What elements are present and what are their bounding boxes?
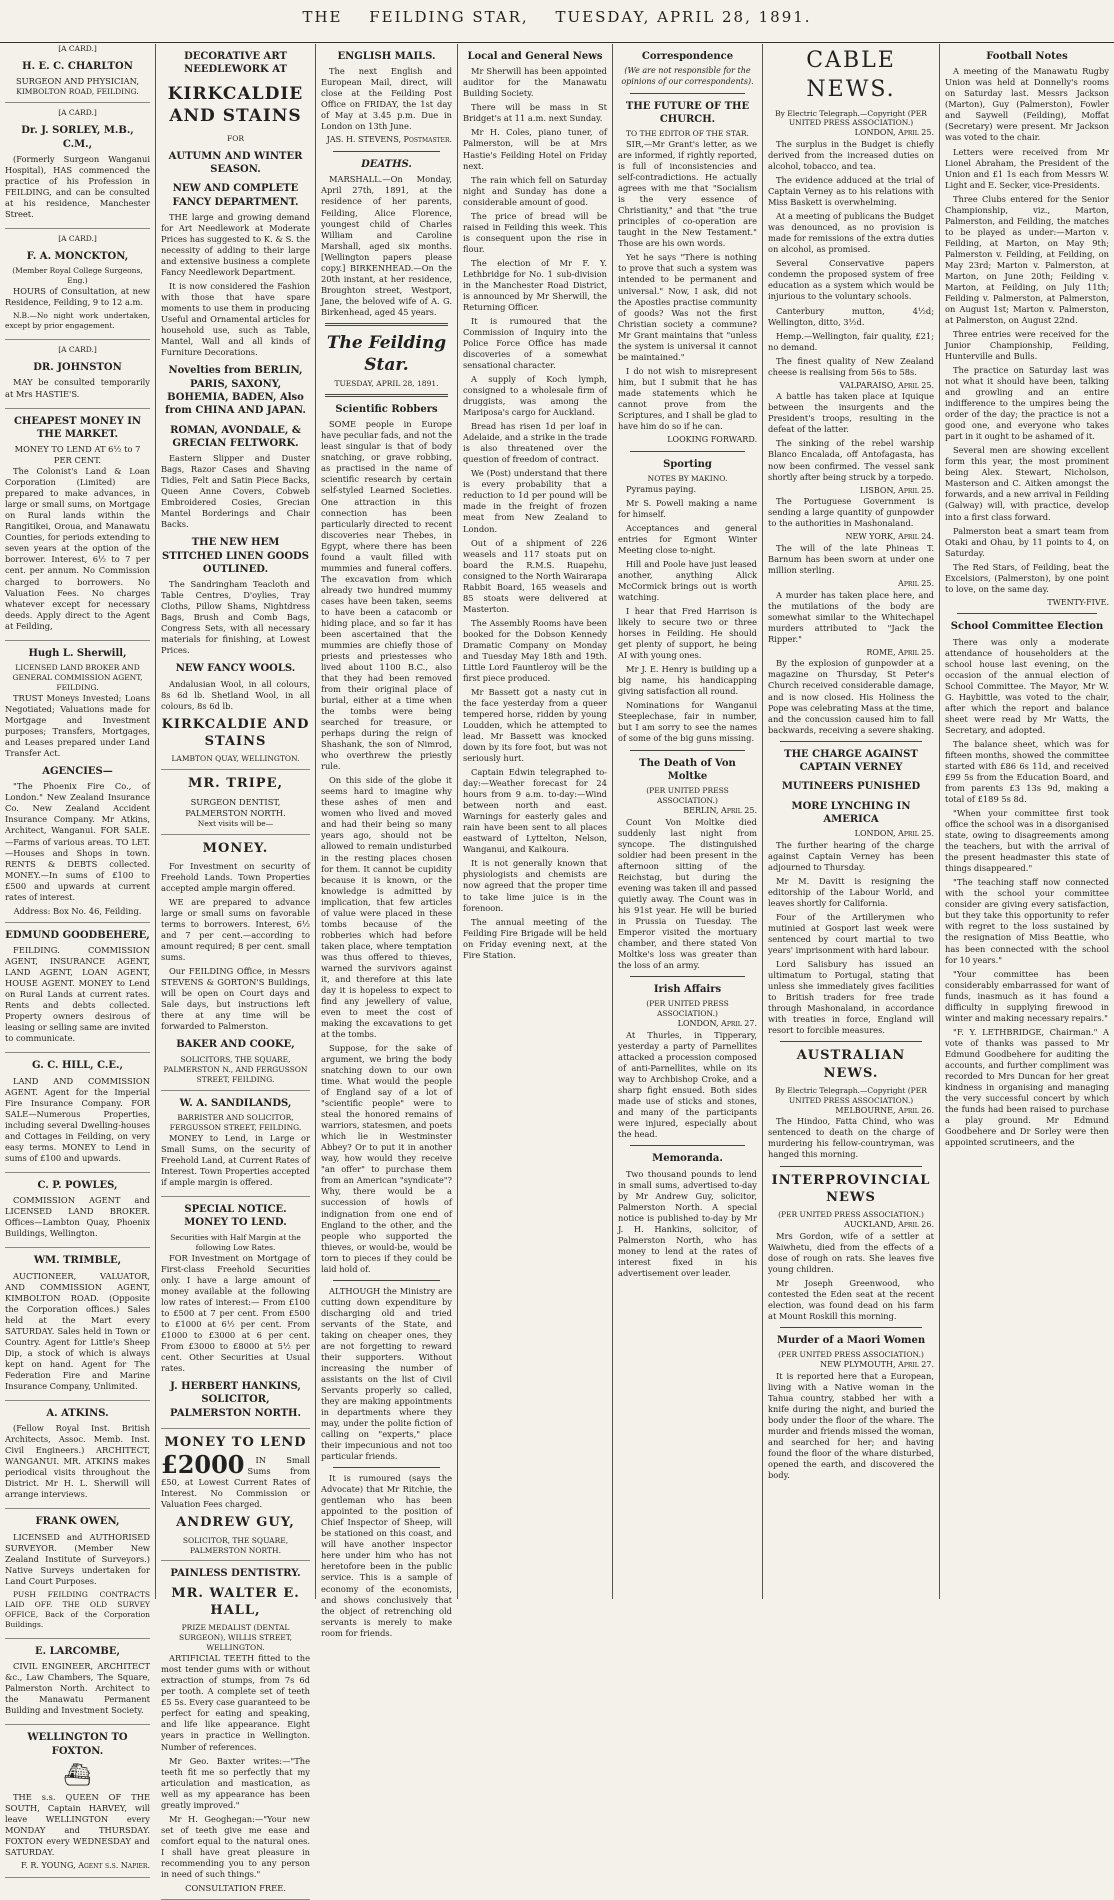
ad-tripe-dentist bbox=[161, 775, 310, 834]
section-heading: Local and General News bbox=[467, 51, 603, 62]
news-item: Mr Joseph Greenwood, who contested the Eden seat at the recent election, was found dead on his farm at Mount Roskill this morning. bbox=[768, 1277, 934, 1321]
dateline: LONDON, April 27. bbox=[677, 1019, 757, 1029]
ad-hem-stitched: THE NEW HEM STITCHED LINEN GOODS OUTLINED. bbox=[162, 537, 309, 575]
section-heading: THE CHARGE AGAINST CAPTAIN VERNEY bbox=[784, 748, 918, 773]
ad-footer: CONSULTATION FREE. bbox=[185, 1882, 286, 1893]
section-heading: Sporting bbox=[663, 458, 712, 470]
news-item: Mrs Gordon, wife of a settler at Waiwhetu, died from the effects of a dose of rough on rats. She leaves five young children. bbox=[768, 1230, 934, 1274]
news-item: A murder has taken place here, and the mutilations of the body are somewhat similar to the Whitechapel murders attributed to "Jack the Ripper." bbox=[768, 589, 934, 644]
article-paragraph: ALTHOUGH the Ministry are cutting down expenditure by discharging old and tried servants of the State, and taking on cheaper ones, they are not forgetting to reward their supporters. Without increasing the number of assistants on the list of Civil Servants properly so called, they are making appointments in departments where they may, under the polite fiction of calling on "experts," place their impecunious and not too particular friends. bbox=[321, 1285, 452, 1462]
ad-charlton bbox=[5, 44, 150, 103]
dateline: VALPARAISO, April 25. bbox=[839, 380, 934, 390]
masthead-title: FEILDING STAR, bbox=[369, 8, 529, 26]
ad-atkins bbox=[5, 1407, 150, 1510]
ad-name: BAKER AND COOKE, bbox=[176, 1039, 295, 1051]
ad-powles bbox=[5, 1179, 150, 1248]
column-signature: TWENTY-FIVE. bbox=[1047, 597, 1109, 607]
ad-goodbehere bbox=[5, 929, 150, 1054]
column-2-advertisements bbox=[155, 44, 315, 1893]
news-item: Three entries were received for the Junior Championship, Feilding, Hunterville and Bulls. bbox=[945, 329, 1109, 362]
dateline: LONDON, April 25. bbox=[854, 128, 934, 138]
column-4-local-news bbox=[457, 44, 612, 1599]
news-item: "F. Y. LETHBRIDGE, Chairman." A vote of thanks was passed to Mr Edmund Goodbehere for auditing the accounts, and further compliment was recorded to Mrs Duncan for her great kindness in organising and managing the very successful concert by which the funds had been raised to purchase a play ground. Mr Edmund Goodbehere and Dr Sorley were then appointed scrutineers, and the bbox=[945, 1026, 1109, 1148]
news-item: "The teaching staff now connected with the school your committee consider are giving every satisfaction, but they take this opportunity to refer with regret to the loss sustained by the resignation of Miss Beattie, who has been connected with the school for 10 years." bbox=[945, 877, 1109, 965]
dateline: MELBOURNE, April 26. bbox=[835, 1105, 934, 1115]
article-paragraph: It is rumoured (says the Advocate) that Mr Ritchie, the gentleman who has been appointed to the position of Chief Inspector of Sheep, will be stationed on this coast, and will have another inspector here under him who has not heretofore been in the public service. This is a sample of economy of the economists, and shows conclusively that the object of retrenching old servants is merely to make room for friends. bbox=[321, 1473, 452, 1638]
news-item: Palmerston beat a smart team from Otaki and Ohau, by 11 points to 4, on Saturday. bbox=[945, 525, 1109, 558]
news-item: The price of bread will be raised in Feilding this week. This is consequent upon the rise in flour. bbox=[463, 210, 607, 254]
ad-name: MR. TRIPE, bbox=[187, 776, 283, 792]
ad-body: AUCTIONEER, VALUATOR, AND COMMISSION AGENT, KIMBOLTON ROAD. (Opposite the Corporation offices.) Sales held at the Mart every SATURDAY. Sales held in Town or Country. Agent for Little's Sheep Dip, a stock of which is always kept on hand. Agent for The Federation Fire and Marine Insurance Company, Unlimited. bbox=[5, 1270, 150, 1391]
ad-name: DR. JOHNSTON bbox=[33, 362, 122, 374]
news-item: It is rumoured that the Commission of Inquiry into the Police Force Office has made discoveries of a somewhat sensational character. bbox=[463, 315, 607, 371]
news-item: Mr H. Coles, piano tuner, of Palmerston, will be at Mrs Hastie's Feilding Hotel on Friday next. bbox=[463, 127, 607, 171]
letter-paragraph: SIR,—Mr Grant's letter, as we are informed, if rightly reported, is full of inconsistencies and self-contradictions. He actually agrees with me that "Socialism is the very essence of Christianity," and that "the true principles of co-operation are taught in the New Testament." Those are his own words. bbox=[618, 139, 757, 249]
letter-signature: LOOKING FORWARD. bbox=[667, 434, 757, 444]
ad-wools: NEW FANCY WOOLS. bbox=[175, 663, 296, 675]
news-item: The Portuguese Government is sending a large quantity of gunpowder to the authorities in Mashonaland. bbox=[768, 496, 934, 529]
divider bbox=[630, 1145, 745, 1146]
ad-body: TRUST Moneys Invested; Loans Negotiated; Valuations made for Mortgage and Investment purposes; Transfers, Mortgages, and Leases prepared under Land Transfer Act. bbox=[5, 692, 150, 759]
column-3-editorial bbox=[315, 44, 457, 1638]
news-item: The sinking of the rebel warship Blanco Encalada, off Antofagasta, has now been confirmed. The vessel sank shortly after being struck by a torpedo. bbox=[768, 438, 934, 482]
news-item: It is reported here that a European, living with a Native woman in the Tahua country, stabbed her with a knife during the night, and buried the body under the floor of the whare. The murder and friends missed the woman, and searched for her; and having found the floor of the whare disturbed, opened the earth, and discovered the body. bbox=[768, 1370, 934, 1481]
dateline: LISBON, April 25. bbox=[859, 485, 934, 495]
ad-name: E. LARCOMBE, bbox=[35, 1645, 120, 1657]
ad-body: CIVIL ENGINEER, ARCHITECT &c., Law Chambers, The Square, Palmerston North. Architect to the Manawatu Permanent Building and Investment Society. bbox=[5, 1661, 150, 1716]
ad-heading: PAINLESS DENTISTRY. bbox=[170, 1568, 301, 1580]
divider bbox=[325, 323, 448, 326]
section-heading: Irish Affairs bbox=[653, 984, 722, 996]
column-5-correspondence bbox=[612, 44, 762, 1599]
masthead bbox=[0, 8, 1114, 43]
notice-paragraph: The next English and European Mail, direct, will close at the Feilding Post Office on FRIDAY, the 1st day of May at 3.45 p.m. Due in London on 13th June. bbox=[321, 66, 452, 132]
ad-hill bbox=[5, 1059, 150, 1173]
ad-paragraph: It is now considered the Fashion with those that have spare moments to use them in producing Useful and Ornamental articles for household use, such as Table, Mantel, Wall and all kinds of Furniture Decorations. bbox=[161, 281, 310, 358]
ad-hankins bbox=[161, 1203, 310, 1429]
ad-title: SURGEON AND PHYSICIAN, bbox=[15, 76, 140, 87]
ad-cheapest-money bbox=[5, 415, 150, 641]
news-item: Pyramus paying. bbox=[626, 483, 697, 494]
news-item: A meeting of the Manawatu Rugby Union was held at Donnelly's rooms on Saturday last. Messrs Jackson (Marton), Guy (Palmerston), Fowler and Saywell (Feilding), Moffat (Secretary) were present. Mr Jackson was voted to the chair. bbox=[945, 66, 1109, 143]
ad-paragraph: Andalusian Wool, in all colours, 8s 6d lb. Shetland Wool, in all colours, 8s 6d lb. bbox=[161, 678, 310, 711]
section-heading: Murder of a Maori Women bbox=[776, 1334, 926, 1346]
section-heading: MORE LYNCHING IN AMERICA bbox=[791, 800, 911, 825]
ad-feltwork: ROMAN, AVONDALE, & GRECIAN FELTWORK. bbox=[170, 424, 301, 449]
ad-body: LAND AND COMMISSION AGENT. Agent for the Imperial Fire Insurance Company. FOR SALE—Numerous Properties, including several Dwelling-houses and Cottages in Feilding, on very easy terms. MONEY to Lend in sums of £100 and upwards. bbox=[5, 1075, 150, 1163]
news-item: We (Post) understand that there is every probability that a reduction to 1d per pound will be made in the freight of frozen meat from New Zealand to London. bbox=[463, 468, 607, 534]
news-item: The Red Stars, of Feilding, beat the Excelsiors, (Palmerston), by one point to love, on the same day. bbox=[945, 561, 1109, 594]
ad-for: FOR bbox=[227, 133, 244, 143]
divider bbox=[333, 151, 440, 152]
divider bbox=[333, 1467, 440, 1468]
ad-paragraph: The Sandringham Teacloth and Table Centres, D'oylies, Tray Cloths, Pillow Shams, Nightdress Bags, Brush and Comb Bags, Congress Sets, with all necessary materials for finishing, at Lowest Prices. bbox=[161, 579, 310, 656]
ad-address: SOLICITORS, THE SQUARE, PALMERSTON N., AND FERGUSSON STREET, FEILDING. bbox=[163, 1054, 308, 1084]
ad-kirkcaldie-stains bbox=[161, 50, 310, 770]
ad-paragraph: IN Small Sums from £50, at Lowest Current Rates of Interest. No Commission or Valuation Fees charged. bbox=[161, 1455, 310, 1510]
section-heading: MUTINEERS PUNISHED bbox=[781, 781, 921, 793]
divider bbox=[630, 451, 745, 452]
ad-heading: MONEY TO LEND bbox=[164, 1434, 307, 1450]
ad-heading: MONEY. bbox=[202, 840, 269, 856]
ad-heading: DECORATIVE ART NEEDLEWORK AT bbox=[184, 51, 287, 76]
ad-body: MAY be consulted temporarily at Mrs HASTIE'S. bbox=[5, 377, 150, 399]
dateline: NEW PLYMOUTH, April 27. bbox=[820, 1360, 934, 1370]
divider bbox=[325, 394, 448, 397]
section-heading: Correspondence bbox=[641, 51, 734, 62]
ad-name: ANDREW GUY, bbox=[176, 1515, 295, 1531]
news-item: The further hearing of the charge against Captain Verney has been adjourned to Thursday. bbox=[768, 839, 934, 872]
news-item: Captain Edwin telegraphed to-day:—Weather forecast for 24 hours from 9 a.m. to-day:—Wind between north and east. Warnings for easterly gales and rain have been sent to all places eastward of Lyttelton, Nelson, Wanganui, and Kaikoura. bbox=[463, 767, 607, 855]
ad-name: WM. TRIMBLE, bbox=[33, 1255, 122, 1267]
dateline: LONDON, April 25. bbox=[854, 829, 934, 839]
news-item: At a meeting of publicans the Budget was denounced, as no provision is made for remissions of the extra duties on alcohol, as promised. bbox=[768, 211, 934, 255]
divider bbox=[780, 1166, 922, 1167]
section-heading: ENGLISH MAILS. bbox=[337, 51, 436, 62]
ad-body: The Colonist's Land & Loan Corporation (Limited) are prepared to make advances, in large or small sums, on Mortgage on Rural lands within the Rangitikei, Oroua, and Manawatu Counties, for periods extending to seven years at the option of the borrower. Interest, 6½ to 7 per cent. per annum. No Commission charged to borrowers. No Valuation Fees. No charges whatever except for necessary deeds. Apply direct to the Agent at Feilding, bbox=[5, 466, 150, 631]
section-heading: The Death of Von Moltke bbox=[639, 757, 736, 782]
section-heading: Memoranda. bbox=[652, 1153, 723, 1165]
ad-amount: £2000 bbox=[161, 1450, 245, 1480]
ad-name: Hugh L. Sherwill, bbox=[28, 647, 127, 659]
news-item: The evidence adduced at the trial of Captain Verney as to his relations with Miss Baskett is overwhelming. bbox=[768, 175, 934, 208]
ad-name: W. A. SANDILANDS, bbox=[179, 1097, 292, 1109]
ad-owen bbox=[5, 1515, 150, 1638]
ad-subtitle: (Member Royal College Surgeons, Eng.) bbox=[12, 266, 143, 286]
ad-paragraph: WE are prepared to advance large or small sums on favorable terms to borrowers. Interest, 6½ and 7 per cent.—according to amount required; 8 per cent. small sums. bbox=[161, 897, 310, 963]
ad-name: Dr. J. SORLEY, M.B., C.M., bbox=[21, 125, 134, 150]
dateline: April 25. bbox=[898, 579, 934, 588]
divider bbox=[333, 1280, 440, 1281]
ad-sherwill bbox=[5, 647, 150, 923]
news-item: Mr S. Powell making a name for himself. bbox=[618, 497, 757, 519]
news-item: At Thurles, in Tipperary, yesterday a party of Parnellites attacked a procession composed of anti-Parnellites, while on its way to Archbishop Croke, and a sharp fight ensued. Both sides made use of sticks and stones, and many of the participants were injured, especially about the head. bbox=[618, 1029, 757, 1140]
ad-season: AUTUMN AND WINTER SEASON. bbox=[168, 150, 303, 176]
ad-testimonial: Mr H. Geoghegan:—"Your new set of teeth give me ease and comfort equal to the natural ones. I shall have great pleasure in recommending you to any person in need of such things." bbox=[161, 1813, 310, 1879]
ad-name: F. A. MONCKTON, bbox=[26, 250, 129, 262]
edition-date: TUESDAY, APRIL 28, 1891. bbox=[334, 379, 439, 389]
ad-signature: J. HERBERT HANKINS, SOLICITOR, PALMERSTON NORTH. bbox=[170, 1380, 301, 1419]
divider bbox=[780, 1327, 922, 1328]
ad-body: COMMISSION AGENT and LICENSED LAND BROKER. Offices—Lambton Quay, Phoenix Buildings, Wellington. bbox=[5, 1195, 150, 1239]
ad-paragraph: ARTIFICIAL TEETH fitted to the most tender gums with or without extraction of stumps, from 7s 6d per tooth. A complete set of teeth £5 5s. Every case guaranteed to be perfect for eating and speaking, and life like appearance. Eight years in practice in Wellington. Number of references. bbox=[161, 1653, 310, 1752]
divider bbox=[780, 1041, 922, 1042]
news-item: Acceptances and general entries for Egmont Winter Meeting close to-night. bbox=[618, 522, 757, 555]
ad-note: N.B.—No night work undertaken, except by prior engagement. bbox=[5, 311, 150, 331]
ad-name: H. E. C. CHARLTON bbox=[22, 60, 133, 72]
section-heading: CABLE NEWS. bbox=[806, 48, 896, 103]
ad-monckton bbox=[5, 234, 150, 340]
ad-body: PUSH FEILDING CONTRACTS LAID OFF. THE OLD SURVEY OFFICE, Back of the Corporation Buildings. bbox=[5, 1589, 150, 1629]
news-item: The will of the late Phineas T. Barnum has been sworn at under one million sterling. bbox=[768, 542, 934, 575]
news-item: The finest quality of New Zealand cheese is realising from 56s to 58s. bbox=[768, 355, 934, 377]
news-item: Two thousand pounds to lend in small sums, advertised to-day by Mr Andrew Guy, solicitor, Palmerston North. A special notice is published to-day by Mr J. H. Hankins, solicitor, of Palmerston North, who has money to lend at the rates of interest fixed in his advertisement over leader. bbox=[618, 1168, 757, 1278]
ad-address: KIMBOLTON ROAD, FEILDING. bbox=[16, 87, 139, 97]
ad-address: SOLICITOR, THE SQUARE, PALMERSTON NORTH. bbox=[182, 1535, 289, 1555]
news-item: Out of a shipment of 226 weasels and 117 stoats put on board the R.M.S. Ruapehu, consigned to the North Wairarapa Rabbit Board, 165 weasels and 85 stoats were delivered at Masterton. bbox=[463, 537, 607, 614]
ad-tag: [A CARD.] bbox=[58, 44, 97, 53]
news-item: Nominations for Wanganui Steeplechase, fair in number, but I am sorry to see the names of some of the big guns missing. bbox=[618, 700, 757, 744]
ad-address: LAMBTON QUAY, WELLINGTON. bbox=[171, 754, 300, 764]
ad-body: THE s.s. QUEEN OF THE SOUTH, Captain HARVEY, will leave WELLINGTON every MONDAY and THURSDAY. FOXTON every WEDNESDAY and SATURDAY. bbox=[5, 1792, 150, 1858]
news-item: Lord Salisbury has issued an ultimatum to Portugal, stating that unless she immediately gives facilities to British traders for free trade through Mashonaland, in accordance with treaties in force, England will resort to forcible measures. bbox=[768, 959, 934, 1036]
news-item: "When your committee first took office the school was in a disorganised state, owing to disagreements among the teachers, but with the arrival of the present headmaster this state of things disappeared." bbox=[945, 808, 1109, 874]
ad-name: EDMUND GOODBEHERE, bbox=[5, 929, 150, 941]
ad-tag: [A CARD.] bbox=[58, 345, 97, 355]
article-heading: Scientific Robbers bbox=[335, 404, 438, 415]
ad-address: BARRISTER AND SOLICITOR, FERGUSSON STREET, FEILDING. bbox=[169, 1112, 302, 1132]
news-item: Several Conservative papers condemn the proposed system of free education as a system which would be injurious to the voluntary schools. bbox=[768, 258, 934, 302]
news-item: The surplus in the Budget is chiefly derived from the increased duties on alcohol, tobacco, and tea. bbox=[768, 139, 934, 172]
ad-heading: CHEAPEST MONEY IN THE MARKET. bbox=[13, 415, 142, 440]
notice-paragraph: MARSHALL.—On Monday, April 27th, 1891, at the residence of her parents, Feilding, Alice Florence, youngest child of Charles William and Caroline Marshall, aged six months. [Wellington papers please copy.] BIRKENHEAD.—On the 20th instant, at her residence, Broughton street, Westport, Jane, the beloved wife of A. G. Birkenhead, aged 45 years. bbox=[321, 174, 452, 317]
ad-tag: [A CARD.] bbox=[58, 234, 97, 244]
ad-painless-dentistry bbox=[161, 1567, 310, 1899]
news-item: By the explosion of gunpowder at a magazine on Thursday, St Peter's Church received considerable damage, and is now closed. His Holiness the Pope was celebrating Mass at the time, and the concussion caused him to fall backwards, receiving a severe shaking. bbox=[768, 658, 934, 735]
news-item: "Your committee has been considerably embarrassed for want of funds, inasmuch as it has found a difficulty in supplying firewood in winter and making necessary repairs." bbox=[945, 968, 1109, 1023]
letter-paragraph: I do not wish to misrepresent him, but I submit that he has made statements which he cannot prove from the Scriptures, and I shall be glad to have him do so if he can. bbox=[618, 365, 757, 431]
ad-title: PRIZE MEDALIST (DENTAL SURGEON), WILLIS STREET, WELLINGTON. bbox=[178, 1623, 293, 1653]
divider bbox=[780, 741, 922, 742]
news-item: I hear that Fred Harrison is likely to secure two or three horses in Feilding. He should get plenty of support, he being AI with young ones. bbox=[618, 606, 757, 661]
ad-sandilands bbox=[161, 1097, 310, 1197]
news-item: The practice on Saturday last was not what it should have been, talking and growling and an entire indifference to the umpires being the order of the day; the practice is not a good one, and everyone who takes part in it ought to be ashamed of it. bbox=[945, 365, 1109, 442]
column-6-cable-news bbox=[762, 44, 939, 1599]
article-paragraph: SOME people in Europe have peculiar fads, and not the least singular is that of body snatching, or grave robbing, as practised in the name of scientific research by certain self-styled Learned Societies. One attraction in this connection has been particularly directed to recent discoveries near Thebes, in Egypt, where there has been found a vault filled with mummies and funeral coffers. The excavation from which already two hundred mummy cases have been taken, seems to have been a catacomb or hiding place, and so far it has been ascertained that the mummies are chiefly those of priests and priestesses who lived about 1100 B.C., also that they had been removed from their original place of burial, either at a time when the tombs were being searched for treasure, or perhaps during the reign of Shashank, the son of Nimrod, who overthrew the priestly rule. bbox=[321, 419, 452, 772]
masthead-date: TUESDAY, APRIL 28, 1891. bbox=[555, 8, 812, 26]
ad-body: "The Phoenix Fire Co., of London." New Zealand Insurance Co. New Zealand Accident Insurance Company. Mr Atkins, Architect, Wanganui. FOR SALE.—Farms of various areas. TO LET.—Houses and Shops in town. RENTS & DEBTS collected. MONEY.—In sums of £100 to £500 and upwards at current rates of interest. bbox=[5, 781, 150, 902]
section-byline: By Electric Telegraph.—Copyright (PER UNITED PRESS ASSOCIATION.) bbox=[775, 1085, 927, 1105]
ad-paragraph: FOR Investment on Mortgage of First-class Freehold Securities only. I have a large amount of money available at the following low rates of interest:— From £100 to £500 at 7 per cent. From £500 to £1000 at 6½ per cent. From £1000 to £3000 at 6 per cent. From £3000 to £8000 at 5½ per cent. Other Securities at Usual rates. bbox=[161, 1252, 310, 1373]
column-7-football-school bbox=[939, 44, 1114, 1599]
ad-novelties: Novelties from BERLIN, PARIS, SAXONY, BOHEMIA, BADEN, Also from CHINA AND JAPAN. bbox=[165, 365, 306, 417]
ad-name: C. P. POWLES, bbox=[37, 1179, 118, 1191]
section-byline: (PER UNITED PRESS ASSOCIATION.) bbox=[778, 1350, 924, 1360]
ad-money-to-lend bbox=[161, 1434, 310, 1562]
ad-trimble bbox=[5, 1254, 150, 1401]
section-byline: NOTES BY MAKINO. bbox=[647, 473, 728, 483]
ad-paragraph: For Investment on security of Freehold Lands. Town Properties accepted ample margin offered. bbox=[161, 861, 310, 894]
notice-signature: JAS. H. STEVENS, Postmaster. bbox=[326, 135, 452, 145]
steamship-icon: ⛴ bbox=[63, 1762, 92, 1788]
ad-johnston bbox=[5, 345, 150, 408]
ad-foxton-steamer bbox=[5, 1731, 150, 1878]
news-item: Several men are showing excellent form this year, the most prominent being Alex. Stewart, Nicholson, Masterson and C. Aitken amongst the forwards, and a new arrival in Feilding (Galway) will, with practice, develop into a first class forward. bbox=[945, 445, 1109, 522]
ad-body: FEILDING. COMMISSION AGENT, INSURANCE AGENT, LAND AGENT, LOAN AGENT, HOUSE AGENT. MONEY to Lend on Rural Lands at current rates. Rents and debts collected. Property owners desirous of leasing or selling same are invited to communicate. bbox=[5, 945, 150, 1044]
ad-money bbox=[161, 840, 310, 1091]
news-item: The rain which fell on Saturday night and Sunday has done a considerable amount of good. bbox=[463, 174, 607, 207]
column-1-advertisements bbox=[0, 44, 155, 1871]
news-item: Letters were received from Mr Lionel Abraham, the President of the Union and £1 1s each from Messrs W. Light and E. Secker, vice-Presidents. bbox=[945, 146, 1109, 190]
ad-title: LICENSED LAND BROKER AND GENERAL COMMISSION AGENT, FEILDING. bbox=[12, 662, 143, 692]
dateline: AUCKLAND, April 26. bbox=[844, 1220, 934, 1230]
ad-tag: [A CARD.] bbox=[58, 108, 97, 118]
news-item: The Hindoo, Fatta Chind, who was sentenced to death on the charge of murdering his fellow-countryman, was hanged this morning. bbox=[768, 1116, 934, 1160]
ad-paragraph: Our FEILDING Office, in Messrs STEVENS & GORTON'S Buildings, will be open on Court days and Sale days, but instructions left there at any time will be forwarded to Palmerston. bbox=[161, 966, 310, 1032]
ad-body: LICENSED and AUTHORISED SURVEYOR. (Member New Zealand Institute of Surveyors.) Native Surveys undertaken for Land Court Purposes. bbox=[5, 1531, 150, 1586]
ad-title: SURGEON DENTIST, PALMERSTON NORTH. bbox=[185, 796, 286, 818]
ad-body: (Fellow Royal Inst. British Architects, Assoc. Memb. Inst. Civil Engineers.) ARCHITECT, WANGANUI. MR. ATKINS makes periodical visits throughout the District. Mr H. L. Sherwill will arrange interviews. bbox=[5, 1423, 150, 1500]
ad-sorley bbox=[5, 108, 150, 229]
ad-name: A. ATKINS. bbox=[46, 1407, 109, 1419]
ad-heading: WELLINGTON TO FOXTON. bbox=[27, 1732, 128, 1757]
ad-address: Address: Box No. 46, Feilding. bbox=[13, 905, 142, 916]
newspaper-nameplate: The Feilding Star. bbox=[326, 332, 447, 376]
section-byline: (PER UNITED PRESS ASSOCIATION.) bbox=[646, 786, 729, 806]
ad-larcombe bbox=[5, 1645, 150, 1725]
ad-paragraph: MONEY to Lend, in Large or Small Sums, on the security of Freehold Land, at Current Rates of Interest. Town Properties accepted if ample margin is offered. bbox=[161, 1132, 310, 1188]
ad-name: G. C. HILL, C.E., bbox=[32, 1060, 123, 1072]
news-item: A battle has taken place at Iquique between the insurgents and the President's troops, resulting in the defeat of the latter. bbox=[768, 391, 934, 435]
letter-paragraph: Yet he says "There is nothing to prove that such a system was intended to be permanent and universal." Now, I ask, did not the Apostles practise community of goods? Was not the first Christian society a commune? Mr Grant maintains that "unless the system is universal it cannot be maintained." bbox=[618, 252, 757, 362]
news-item: Three Clubs entered for the Senior Championship, viz., Marton, Palmerston, and Feilding, the matches to be played as under:—Marton v. Feilding, at Marton, on May 9th; Palmerston v. Feilding, at Feilding, on May 23rd; Marton v. Palmerston, at Marton, on June 20th; Feilding v. Marton, at Feilding, on July 11th; Feilding v. Palmerston, at Palmerston, on August 1st; Marton v. Palmerston, at Palmerston, on August 22nd. bbox=[945, 193, 1109, 325]
section-heading: DEATHS. bbox=[361, 159, 412, 171]
ad-department: NEW AND COMPLETE FANCY DEPARTMENT. bbox=[172, 183, 299, 208]
news-item: There will be mass in St Bridget's at 11 a.m. next Sunday. bbox=[463, 102, 607, 124]
ad-paragraph: THE large and growing demand for Art Needlework at Moderate Prices has suggested to K. & S. the necessity of adding to their large and extensive business a complete Fancy Needlework Department. bbox=[161, 211, 310, 278]
letter-addressee: TO THE EDITOR OF THE STAR. bbox=[626, 129, 749, 139]
news-item: Mr J. E. Henry is building up a big name, his handicapping giving satisfaction all round. bbox=[618, 664, 757, 697]
ad-subheading: MONEY TO LEND AT 6½ to 7 PER CENT. bbox=[14, 444, 141, 466]
ad-brand: KIRKCALDIE AND STAINS bbox=[161, 716, 310, 750]
ad-name: FRANK OWEN, bbox=[35, 1516, 120, 1528]
section-byline: By Electric Telegraph.—Copyright (PER UNITED PRESS ASSOCIATION.) bbox=[775, 108, 927, 128]
section-byline: (PER UNITED PRESS ASSOCIATION.) bbox=[646, 999, 729, 1019]
divider bbox=[630, 976, 745, 977]
news-item: Mr Sherwill has been appointed auditor for the Manawatu Building Society. bbox=[463, 66, 607, 99]
section-heading: AUSTRALIAN NEWS. bbox=[796, 1048, 906, 1081]
news-item: The annual meeting of the Feilding Fire Brigade will be held on Friday evening next, at the Fire Station. bbox=[463, 916, 607, 960]
ad-subheading: Securities with Half Margin at the following Low Rates. bbox=[170, 1232, 301, 1252]
news-item: Hill and Poole have just leased another, anything Alick McCormick brings out is worth watching. bbox=[618, 559, 757, 603]
dateline: BERLIN, April 25. bbox=[683, 806, 757, 816]
ad-body: HOURS of Consultation, at new Residence, Feilding, 9 to 12 a.m. bbox=[5, 286, 150, 308]
news-item: It is not generally known that physiologists and chemists are now agreed that the proper time to take lime juice is in the forenoon. bbox=[463, 858, 607, 913]
section-byline: (PER UNITED PRESS ASSOCIATION.) bbox=[778, 1210, 924, 1220]
news-item: Mr M. Davitt is resigning the editorship of the Labour World, and leaves shortly for California. bbox=[768, 875, 934, 908]
news-item: A supply of Koch lymph, consigned to a wholesale firm of druggists, was among the Mariposa's cargo for Auckland. bbox=[463, 374, 607, 418]
masthead-the: THE bbox=[302, 8, 343, 26]
news-item: Bread has risen 1d per loaf in Adelaide, and a strike in the trade is also threatened over the question of freedom of contract. bbox=[463, 421, 607, 465]
article-paragraph: Suppose, for the sake of argument, we bring the body snatching down to our own time. What would the people of England say of a lot of "scientific people" were to steal the honored remains of warriors, statesmen, and poets which lie in Westminster Abbey? Or to put it in another way, how would they receive "an offer" to purchase them from an American "syndicate"? Why, there would be a succession of howls of indignation from one end of England to the other, and the people who supported the thieves, or would-be, would be torn to pieces if they could be laid hold of. bbox=[321, 1043, 452, 1274]
ad-name: MR. WALTER E. HALL, bbox=[171, 1585, 300, 1619]
divider bbox=[957, 613, 1097, 614]
letter-heading: THE FUTURE OF THE CHURCH. bbox=[625, 100, 750, 125]
news-item: Hemp.—Wellington, fair quality, £21; no demand. bbox=[768, 330, 934, 352]
ad-visits: Next visits will be— bbox=[197, 818, 274, 828]
section-heading: Football Notes bbox=[986, 51, 1068, 62]
ad-testimonial: Mr Geo. Baxter writes:—"The teeth fit me so perfectly that my articulation and mastication, as well as my appearance has been greatly improved." bbox=[161, 1755, 310, 1810]
ad-brand: KIRKCALDIE AND STAINS bbox=[167, 83, 304, 127]
section-note: (We are not responsible for the opinions of our correspondents). bbox=[621, 66, 754, 86]
news-item: Mr Bassett got a nasty cut in the face yesterday from a queer tempered horse, ridden by young Loudden, which he attempted to lead. Mr Bassett was knocked down by its fore foot, but was not seriously hurt. bbox=[463, 686, 607, 764]
ad-paragraph: Eastern Slipper and Duster Bags, Razor Cases and Shaving Tidies, Felt and Satin Piece Backs, Queen Anne Covers, Cobweb Embroidered Cosies, Grecian Mantel Borderings and Chair Backs. bbox=[161, 453, 310, 530]
divider bbox=[630, 93, 745, 94]
ad-heading: AGENCIES— bbox=[42, 766, 113, 778]
news-item: There was only a moderate attendance of householders at the school house last evening, on the occasion of the annual election of School Committee. The Mayor, Mr W. G. Haybittle, was voted to the chair, after which the report and balance sheet were read by Mr Watts, the Secretary, and adopted. bbox=[945, 636, 1109, 735]
section-heading: School Committee Election bbox=[950, 621, 1104, 633]
news-item: Four of the Artillerymen who mutinied at Gosport last week were sentenced by court martial to two years' imprisonment with hard labour. bbox=[768, 911, 934, 956]
divider bbox=[630, 750, 745, 751]
ad-heading: SPECIAL NOTICE. MONEY TO LEND. bbox=[184, 1204, 287, 1229]
section-heading: INTERPROVINCIAL NEWS bbox=[771, 1172, 931, 1205]
ad-body: (Formerly Surgeon Wanganui Hospital), HAS commenced the practice of his Profession in FEILDING, and can be consulted at his residence, Manchester Street. bbox=[5, 153, 150, 219]
article-paragraph: On this side of the globe it seems hard to imagine why these ashes of men and women who lived and moved and had their being so many years ago, should not be allowed to remain undisturbed in the resting places chosen for them. It cannot be cupidity because it is known, or the knowledge is admitted by implication, that few articles of value were placed in these tombs because of the robberies which had before taken place, where temptation was thus offered to thieves, warned the survivors against it, and therefore at this late day it is hopeless to expect to find any jewellery of value, even to meet the cost of making the excavations to get at the tombs. bbox=[321, 775, 452, 1040]
dateline: ROME, April 25. bbox=[866, 647, 934, 657]
dateline: NEW YORK, April 24. bbox=[845, 532, 934, 542]
ad-signature: F. R. YOUNG, Agent s.s. Napier. bbox=[20, 1861, 150, 1871]
news-item: The Assembly Rooms have been booked for the Dobson Kennedy Dramatic Company on Monday and Tuesday May 18th and 19th. Little Lord Fauntleroy will be the first piece produced. bbox=[463, 617, 607, 683]
news-item: Canterbury mutton, 4½d; Wellington, ditto, 3½d. bbox=[768, 305, 934, 327]
news-item: The balance sheet, which was for fifteen months, showed the committee started with £86 6s 11d, and received £99 5s from the Education Board, and from parents £3 13s 9d, making a total of £189 5s 8d. bbox=[945, 738, 1109, 805]
news-item: Count Von Moltke died suddenly last night from syncope. The distinguished soldier had been present in the afternoon sitting of the Reichstag, but during the evening was taken ill and passed quietly away. The Count was in his 91st year. He will be buried in Prussia on Tuesday. The Emperor visited the mortuary chamber, and there stated Von Moltke's loss was greater than the loss of an army. bbox=[618, 816, 757, 971]
news-item: The election of Mr F. Y. Lethbridge for No. 1 sub-division in the Manchester Road District, is announced by Mr Sherwill, the Returning Officer. bbox=[463, 257, 607, 312]
